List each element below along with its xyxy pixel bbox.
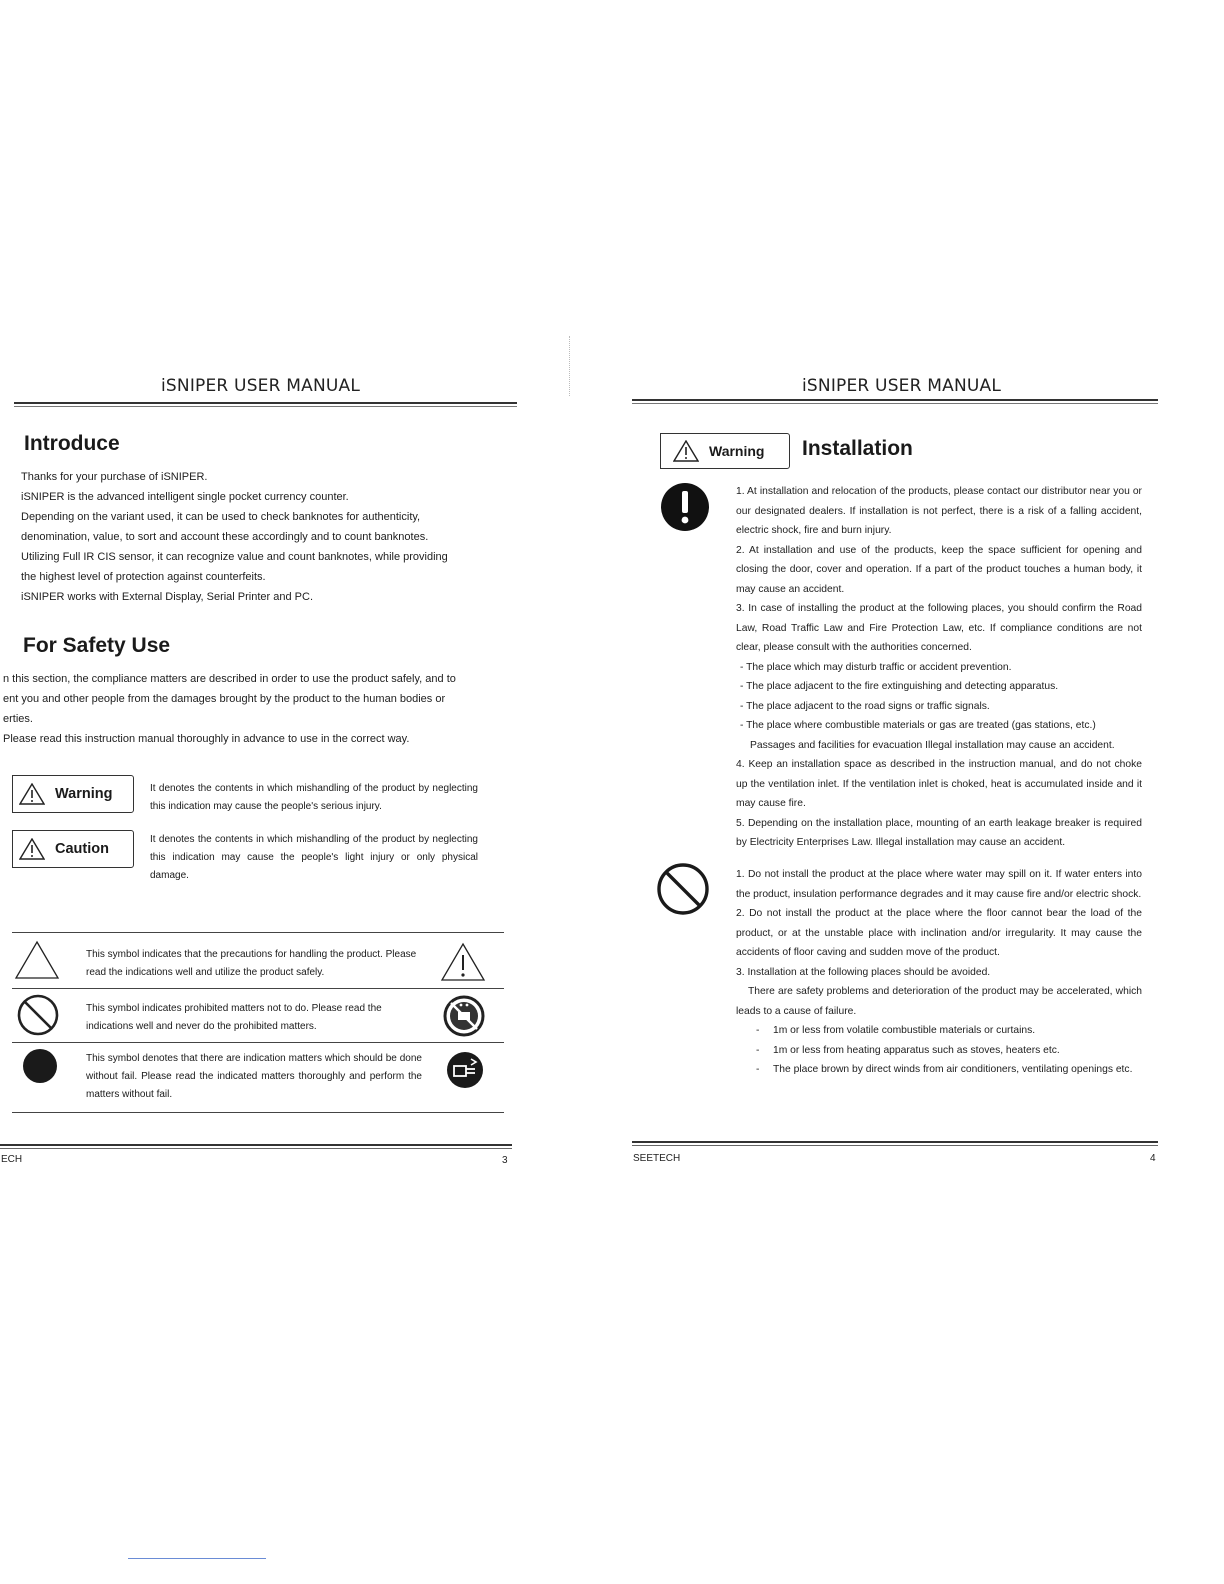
symbol-row-text: This symbol denotes that there are indication matters which should be done without fail. Please read the indicated matters thoroughly and perform the matters without fail.	[86, 1053, 422, 1100]
introduce-line: denomination, value, to sort and account these accordingly and to count banknotes.	[21, 531, 429, 543]
left-page-number: 3	[502, 1155, 508, 1166]
safety-body	[3, 669, 517, 749]
unplug-icon	[445, 1050, 485, 1090]
right-header-rule	[632, 399, 1158, 404]
right-footer-brand: SEETECH	[633, 1153, 681, 1164]
triangle-exclamation-icon	[440, 942, 486, 982]
mandatory-item: 3. In case of installing the product at the following places, you should confirm the Road Law, Road Traffic Law and Fire Protection Law, etc. If compliance conditions are not clear, please consult with the authorities concerned.	[736, 603, 1142, 653]
right-footer-rule	[632, 1141, 1158, 1146]
right-page-number: 4	[1150, 1153, 1156, 1164]
introduce-line: Utilizing Full IR CIS sensor, it can recognize value and count banknotes, while providing	[21, 551, 448, 563]
caution-label: Caution	[55, 841, 109, 857]
avoid-place-text: 1m or less from volatile combustible materials or curtains.	[773, 1025, 1036, 1036]
safety-line: Please read this instruction manual thoroughly in advance to use in the correct way.	[3, 733, 410, 745]
left-footer-brand: ECH	[1, 1154, 23, 1165]
avoid-place-text: The place brown by direct winds from air conditioners, ventilating openings etc.	[773, 1064, 1133, 1075]
introduce-line: iSNIPER is the advanced intelligent single pocket currency counter.	[21, 491, 349, 503]
introduce-line: iSNIPER works with External Display, Serial Printer and PC.	[21, 591, 314, 603]
avoid-place-item: - The place brown by direct winds from air conditioners, ventilating openings etc.	[756, 1064, 1133, 1075]
symbol-table-bottom-rule	[12, 1112, 504, 1113]
prohibited-item: 3. Installation at the following places should be avoided.	[736, 966, 991, 978]
installation-heading: Installation	[802, 437, 913, 460]
avoid-place-text: 1m or less from heating apparatus such as stoves, heaters etc.	[773, 1044, 1060, 1056]
prohibition-circle-icon	[16, 993, 60, 1037]
safety-line: n this section, the compliance matters are described in order to use the product safely, and to	[3, 673, 456, 685]
no-wet-hands-plug-icon	[443, 995, 485, 1037]
mandatory-section	[736, 482, 1142, 853]
introduce-line: Depending on the variant used, it can be used to check banknotes for authenticity,	[21, 511, 421, 523]
mandatory-bullet: - The place where combustible materials or gas are treated (gas stations, etc.)	[740, 720, 1096, 731]
prohibited-item: 1. Do not install the product at the place where water may spill on it. If water enters into the product, insulation performance degrades and it may cause fire and/or electric shock.	[736, 869, 1142, 900]
warning-label: Warning	[55, 786, 113, 802]
mandatory-item: 1. At installation and relocation of the products, please contact our distributor near you or our designated dealers. If installation is not perfect, there is a risk of a falling accident, electric shock, fire and burn injury.	[736, 486, 1142, 536]
prohibited-item: 2. Do not install the product at the place where the floor cannot bear the load of the product, or at the unstable place with inclination and/or irregularity. It may cause the accidents of floor caving and sudden move of the product.	[736, 908, 1142, 958]
gutter-artifact	[569, 336, 572, 396]
prohibited-item: There are safety problems and deterioration of the product may be accelerated, which leads to a cause of failure.	[736, 986, 1142, 1017]
filled-circle-icon	[20, 1046, 60, 1086]
introduce-line: the highest level of protection against counterfeits.	[21, 571, 266, 583]
installation-warning-label: Warning	[709, 443, 765, 459]
left-header-rule	[14, 402, 517, 407]
prohibition-circle-icon	[656, 862, 710, 916]
avoid-place-item: - 1m or less from heating apparatus such as stoves, heaters etc.	[756, 1044, 1060, 1056]
mandatory-exclamation-icon	[660, 482, 710, 532]
symbol-table-rule	[12, 1042, 504, 1043]
mandatory-bullet: Passages and facilities for evacuation Illegal installation may cause an accident.	[750, 739, 1115, 751]
left-footer-rule	[0, 1144, 512, 1149]
left-header-title: iSNIPER USER MANUAL	[161, 376, 361, 396]
mandatory-bullet: - The place which may disturb traffic or accident prevention.	[740, 661, 1012, 673]
symbol-table-top-rule	[12, 932, 504, 933]
safety-heading: For Safety Use	[23, 634, 171, 657]
triangle-warning-icon	[14, 940, 60, 980]
triangle-caution-icon	[19, 838, 45, 860]
mandatory-bullet: - The place adjacent to the road signs or traffic signals.	[740, 700, 990, 712]
prohibited-section	[736, 865, 1142, 1080]
right-header-title: iSNIPER USER MANUAL	[802, 376, 1002, 396]
mandatory-item: 4. Keep an installation space as described in the instruction manual, and do not choke up the ventilation inlet. If the ventilation inlet is choked, heat is accumulated inside and it may cause fire.	[736, 759, 1142, 809]
symbol-row-text: This symbol indicates that the precautions for handling the product. Please read the indications well and utilize the product safely.	[86, 949, 417, 978]
safety-line: ent you and other people from the damages brought by the product to the human bodies or	[3, 693, 446, 705]
warning-label-box	[12, 775, 134, 813]
warning-description: It denotes the contents in which mishandling of the product by neglecting this indication may cause the people's serious injury.	[150, 783, 478, 812]
installation-warning-box	[660, 433, 790, 469]
scan-line-artifact	[128, 1558, 266, 1559]
mandatory-item: 5. Depending on the installation place, mounting of an earth leakage breaker is required by Electricity Enterprises Law. Illegal installation may cause an accident.	[736, 817, 1142, 848]
symbol-table-rule	[12, 988, 504, 989]
introduce-line: Thanks for your purchase of iSNIPER.	[21, 471, 208, 483]
avoid-place-item: - 1m or less from volatile combustible materials or curtains.	[756, 1025, 1036, 1036]
introduce-heading: Introduce	[24, 432, 120, 455]
mandatory-bullet: - The place adjacent to the fire extinguishing and detecting apparatus.	[740, 681, 1059, 692]
triangle-warning-icon	[19, 783, 45, 805]
mandatory-item: 2. At installation and use of the products, keep the space sufficient for opening and closing the door, cover and operation. If a part of the product touches a human body, it may cause an accident.	[736, 544, 1142, 595]
symbol-row-text: This symbol indicates prohibited matters not to do. Please read the indications well and never do the prohibited matters.	[86, 1003, 382, 1032]
safety-line: erties.	[3, 713, 33, 725]
introduce-body	[21, 467, 521, 607]
caution-label-box	[12, 830, 134, 868]
caution-description: It denotes the contents in which mishandling of the product by neglecting this indication may cause the people's light injury or only physical damage.	[150, 834, 478, 881]
triangle-warning-icon	[673, 440, 699, 462]
